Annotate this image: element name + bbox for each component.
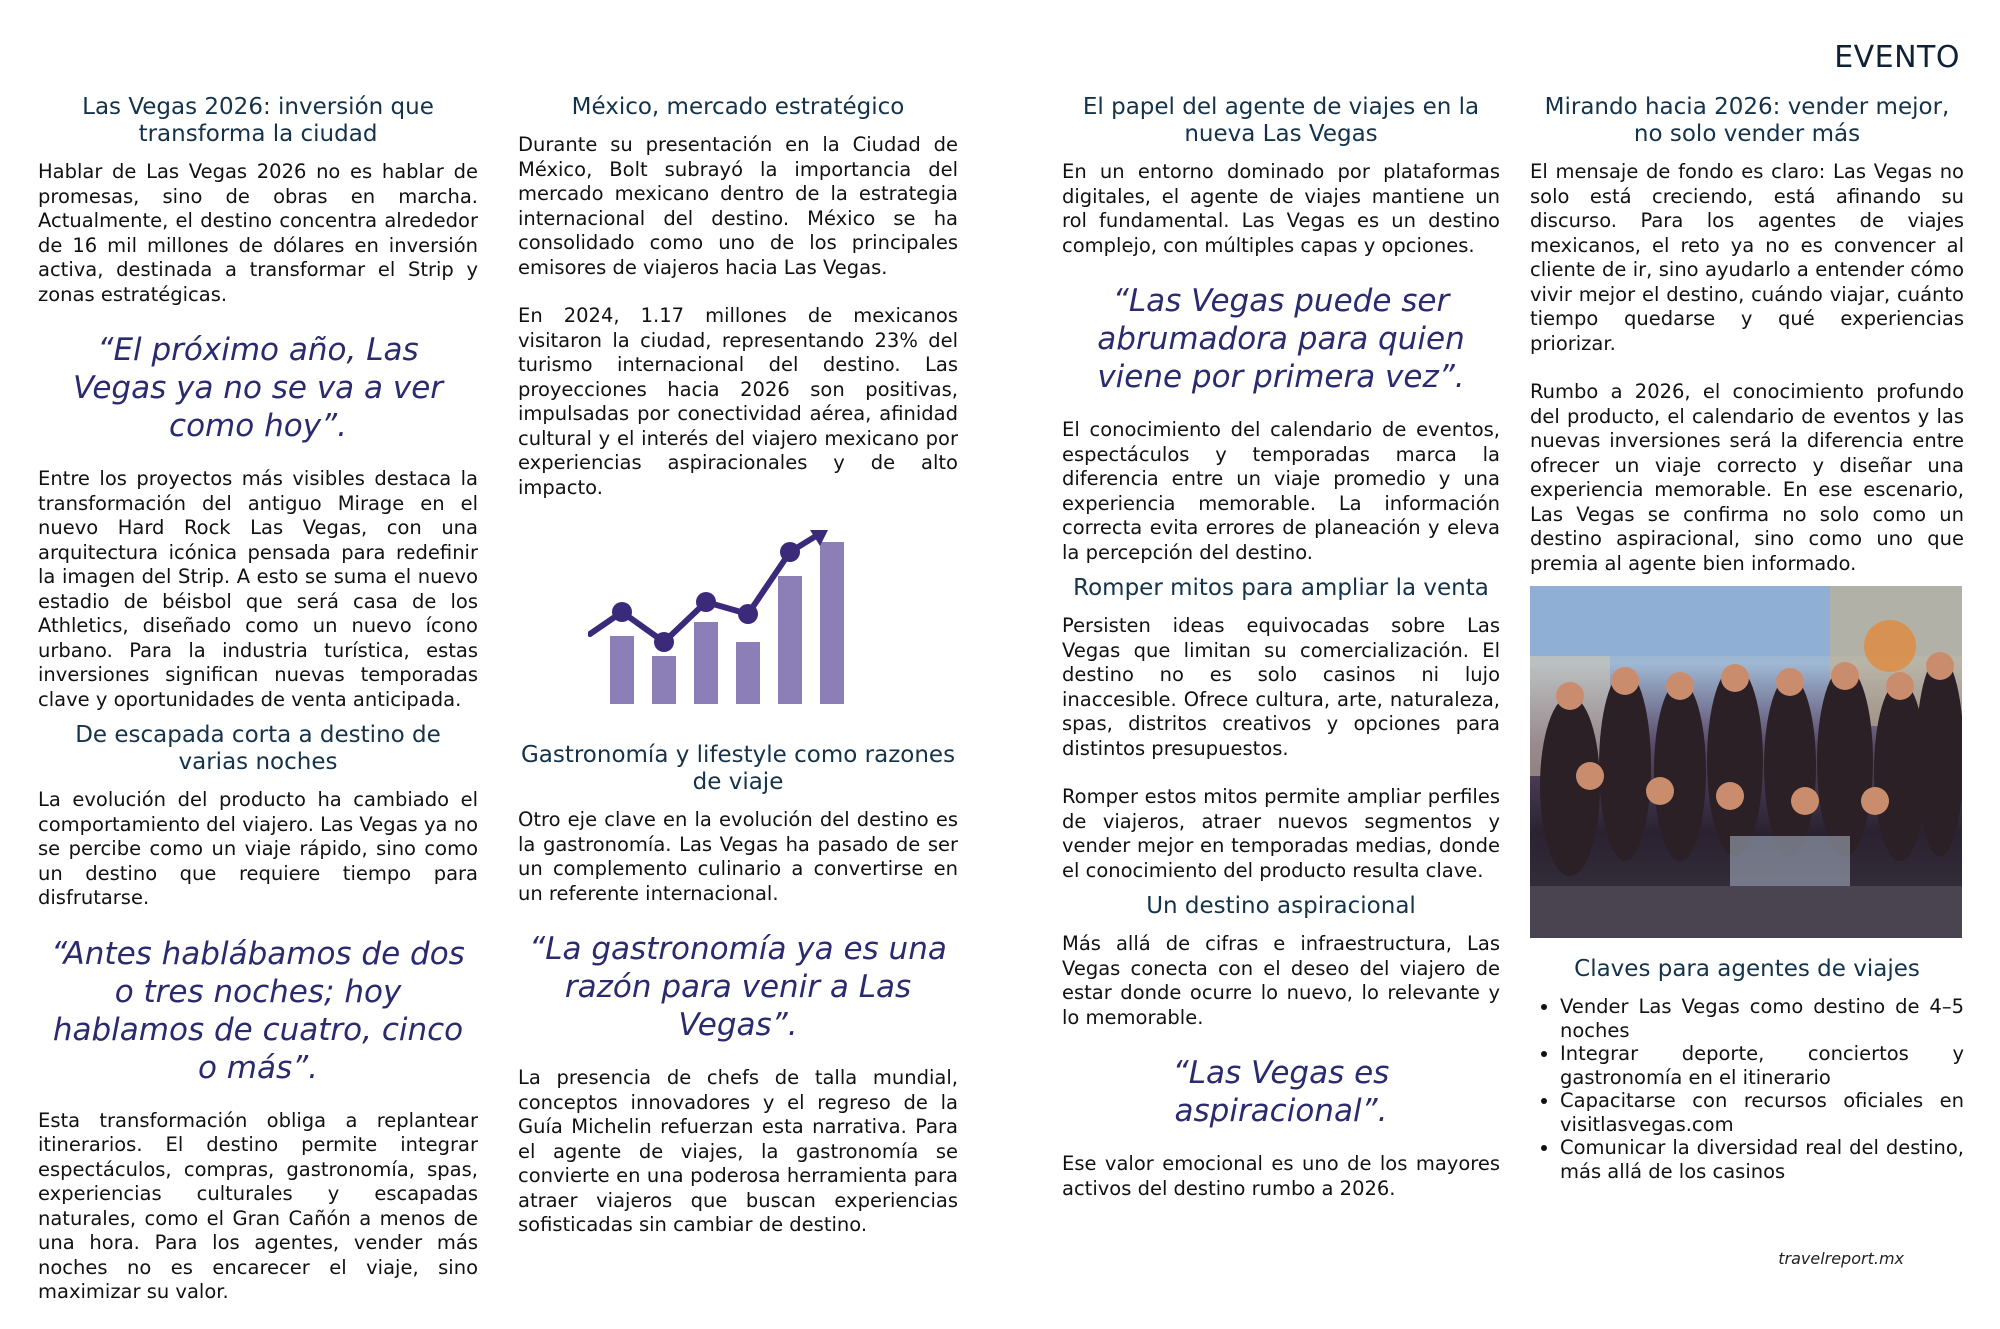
list-item: • Comunicar la diversidad real del destino, más allá de los casinos [1560,1136,1964,1183]
paragraph: Otro eje clave en la evolución del destino es la gastronomía. Las Vegas ha pasado de ser un complemento culinario a convertirse en un referente internacional. [518,808,958,905]
list-item: • Integrar deporte, conciertos y gastronomía en el itinerario [1560,1042,1964,1089]
paragraph: El conocimiento del calendario de eventos, espectáculos y temporadas marca la diferencia entre un viaje promedio y una experiencia memorable. La información correcta evita errores de planeación y eleva la percepción del destino. [1062,418,1500,564]
paragraph: Rumbo a 2026, el conocimiento profundo del producto, el calendario de eventos y las nuevas inversiones será la diferencia entre ofrecer un viaje correcto y diseñar una experiencia memorable. En ese escenario, Las Vegas se confirma no solo como un destino aspiracional, sino como uno que premia al agente bien informado. [1530,380,1964,575]
paragraph: Más allá de cifras e infraestructura, Las Vegas conecta con el deseo del viajero de estar donde ocurre lo nuevo, lo relevante y lo memorable. [1062,932,1500,1029]
paragraph: Hablar de Las Vegas 2026 no es hablar de promesas, sino de obras en marcha. Actualmente, el destino concentra alrededor de 16 mil millones de dólares en inversión activa, destinada a transformar el Strip y zonas estratégicas. [38,160,478,306]
column-2 [518,94,958,1262]
paragraph: El mensaje de fondo es claro: Las Vegas no solo está creciendo, está afinando su discurso. Para los agentes de viajes mexicanos, el reto ya no es convencer al cliente de ir, sino ayudarlo a entender cómo vivir mejor el destino, cuándo viajar, cuánto tiempo quedarse y qué experiencias priorizar. [1530,160,1964,355]
heading-claves: Claves para agentes de viajes [1574,956,1920,982]
pull-quote: “El próximo año, Las Vegas ya no se va a ver como hoy”. [72,332,444,444]
list-item: • Capacitarse con recursos oficiales en visitlasvegas.com [1560,1089,1964,1136]
paragraph: Esta transformación obliga a replantear itinerarios. El destino permite integrar espectáculos, compras, gastronomía, spas, experiencias culturales y escapadas naturales, como el Gran Cañón a menos de una hora. Para los agentes, vender más noches no es encarecer el viaje, sino maximizar su valor. [38,1108,478,1303]
paragraph: En un entorno dominado por plataformas digitales, el agente de viajes mantiene un rol fundamental. Las Vegas es un destino complejo, con múltiples capas y opciones. [1062,160,1500,257]
list-item: • Vender Las Vegas como destino de 4–5 noches [1560,995,1964,1042]
footer-source: travelreport.mx [1778,1249,1904,1268]
pull-quote: “Antes hablábamos de dos o tres noches; hoy hablamos de cuatro, cinco o más”. [51,935,465,1086]
heading-mirando: Mirando hacia 2026: vender mejor, no solo vender más [1544,94,1950,147]
column-3 [1062,94,1500,1225]
paragraph: La evolución del producto ha cambiado el comportamiento del viajero. Las Vegas ya no se percibe como un viaje rápido, sino como un destino que requiere tiempo para disfrutarse. [38,788,478,909]
paragraph: Romper estos mitos permite ampliar perfiles de viajeros, atraer nuevos segmentos y vender mejor en temporadas medias, donde el conocimiento del producto resulta clave. [1062,785,1500,882]
paragraph: La presencia de chefs de talla mundial, conceptos innovadores y el regreso de la Guía Michelin refuerzan esta narrativa. Para el agente de viajes, la gastronomía se convierte en una poderosa herramienta para atraer viajeros que buscan experiencias sofisticadas sin cambiar de destino. [518,1066,958,1236]
paragraph: En 2024, 1.17 millones de mexicanos visitaron la ciudad, representando 23% del turismo internacional del destino. Las proyecciones hacia 2026 son positivas, impulsadas por conectividad aérea, afinidad cultural y el interés del viajero mexicano por experiencias aspiracionales y de alto impacto. [518,304,958,499]
paragraph: Persisten ideas equivocadas sobre Las Vegas que limitan su comercialización. El destino no es solo casinos ni lujo inaccesible. Ofrece cultura, arte, naturaleza, spas, distritos creativos y opciones para distintos presupuestos. [1062,614,1500,760]
pull-quote: “Las Vegas puede ser abrumadora para quien viene por primera vez”. [1097,283,1465,395]
paragraph: Ese valor emocional es uno de los mayores activos del destino rumbo a 2026. [1062,1152,1500,1200]
pull-quote: “La gastronomía ya es una razón para venir a Las Vegas”. [529,931,947,1043]
heading-gastronomia: Gastronomía y lifestyle como razones de viaje [520,742,956,795]
key-list [1530,995,1964,1183]
heading-escapada: De escapada corta a destino de varias noches [75,722,441,775]
group-photo [1530,586,1962,938]
heading-inversion: Las Vegas 2026: inversión que transforma la ciudad [82,94,434,147]
column-1 [38,94,478,1329]
paragraph: Entre los proyectos más visibles destaca la transformación del antiguo Mirage en el nuevo Hard Rock Las Vegas, con una arquitectura icónica pensada para redefinir la imagen del Strip. A esto se suma el nuevo estadio de béisbol que será casa de los Athletics, diseñado como un nuevo ícono urbano. Para la industria turística, estas inversiones significan nuevas temporadas clave y oportunidades de venta anticipada. [38,467,478,711]
growth-chart-icon [588,524,888,724]
pull-quote: “Las Vegas es aspiracional”. [1172,1055,1390,1129]
section-label: EVENTO [1834,40,1960,75]
heading-mexico: México, mercado estratégico [571,94,905,120]
heading-aspiracional: Un destino aspiracional [1146,893,1416,919]
paragraph: Durante su presentación en la Ciudad de México, Bolt subrayó la importancia del mercado mexicano dentro de la estrategia internacional del destino. México se ha consolidado como uno de los principales emisores de viajeros hacia Las Vegas. [518,133,958,279]
heading-mitos: Romper mitos para ampliar la venta [1073,575,1489,601]
column-4 [1530,94,1964,1183]
heading-agente: El papel del agente de viajes en la nueva Las Vegas [1082,94,1480,147]
